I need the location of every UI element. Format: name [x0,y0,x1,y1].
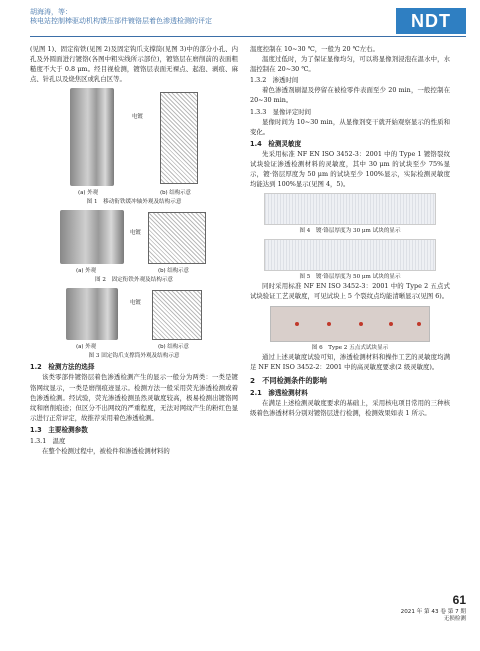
header-authors: 胡海涛，等： [30,8,72,16]
section-1-3-2-title: 1.3.2 渗透时间 [250,76,299,85]
type2-paragraph: 同时采用标准 NF EN ISO 3452-3：2001 中的 Type 2 五点式试块验证工艺灵敏度，可见试块上 5 个裂纹点均能清晰显示(见图 6)。 [250,282,450,301]
right-column [250,44,450,418]
journal-name: 无损检测 [443,616,466,622]
figure-1b-drawing [160,92,198,184]
figure-2b-drawing [148,212,206,264]
crack-indication [295,322,299,326]
journal-logo: NDT [396,8,466,34]
section-2-1-title: 2.1 渗透检测材料 [250,388,308,397]
section-2-title: 2 不同检测条件的影响 [250,375,327,385]
figure-4-image [264,193,436,225]
figure-2a-label: (a) 外观 [76,268,97,275]
figure-1a-label: (a) 外观 [78,190,99,197]
journal-issue: 2021 年 第 43 卷 第 7 期 [400,609,466,615]
section-1-3-2-text: 着色渗透剂刷湿及停留在被检零件表面至少 20 min，一般控制在 20~30 min。 [250,86,450,105]
figure-6-caption: 图 6 Type 2 五点式试块显示 [311,344,389,351]
low-temperature-paragraph: 温度过低时，为了保证显像均匀，可以将显像剂浸泡在温水中，水温控制在 20~30 ℃。 [250,55,450,74]
section-1-2-title: 1.2 检测方法的选择 [30,363,95,372]
figure-3 [30,288,238,350]
figure-5-caption: 图 5 镀·铬层厚度为 50 μm 试块的显示 [299,274,401,281]
figure-2 [30,210,238,274]
journal-footer [401,609,466,623]
figure-1 [30,88,238,196]
figure-4-caption: 图 4 镀·铬层厚度为 30 μm 试块的显示 [299,228,401,235]
figure-5-image [264,239,436,271]
section-1-4-text: 先采用标准 NF EN ISO 3452-3：2001 中的 Type 1 镀铬裂纹试块验证渗透检测材料的灵敏度，其中 30 μm 的试块至少 75%显示，镀·铬层厚度为 50 μm 的试块至少 100%显示，实际检测灵敏度均能达到 100%显示(见图 4，5)。 [250,149,450,189]
figure-6-image [270,306,430,342]
figure-3-caption: 图 3 固定钩爪支撑筒外观及结构示意 [88,353,180,360]
section-1-3-1-title: 1.3.1 温度 [30,437,66,446]
section-2-1-text: 在满足上述检测灵敏度要求的基础上，采用核电项目常用的三种核级着色渗透材料分别对镀铬层进行检测，检测效果如表 1 所示。 [250,398,450,417]
crack-indication [389,322,393,326]
crack-indication [359,322,363,326]
figure-3a-photo [66,288,118,340]
figure-1-callout: 电镀 [132,114,143,121]
figure-3a-label: (a) 外观 [76,344,97,351]
header-rule [30,36,466,37]
figure-1a-photo [70,88,114,186]
intro-paragraph: (见图 1)、固定衔铁(见图 2)及固定钩爪支撑筒(见图 3)中的部分小孔、内孔及外圆面进行镀铬(各图中粗实线所示部位)，镀铬层在磨削前的表面粗糙度不大于 0.8 μm。经目视检测，镀铬层表面无裸点、起泡、剥痕、麻点、针孔以及烧焦区或乳白区等。 [30,45,238,84]
section-1-3-title: 1.3 主要检测参数 [30,425,88,434]
temperature-paragraph: 温度控制在 10~30 ℃，一般为 20 ℃左右。 [250,45,379,53]
figure-2b-label: (b) 结构示意 [158,268,189,275]
left-column [30,44,238,456]
crack-indication [327,322,331,326]
section-1-4-title: 1.4 检测灵敏度 [250,139,302,148]
section-1-2-text: 该类零部件镀铬层着色渗透检测产生的显示一般分为两类：一类是镀铬网纹显示，一类是磨削痕迹显示。检测方法一般采用荧光渗透检测或着色渗透检测。经试验，荧光渗透检测虽然灵敏度较高，极易检测出镀铬网纹和磨削痕迹；但区分不出网纹的严重程度，无法对网纹产生的粉红色显示进行正常评定，故推荐采用着色渗透检测。 [30,373,238,422]
section-1-3-3-title: 1.3.3 显像评定时间 [250,107,311,116]
section-1-3-3-text: 显像时间为 10~30 min，从显像剂变干就开始观察显示的性质和变化。 [250,117,450,136]
running-header [30,8,212,26]
crack-indication [417,322,421,326]
figure-2-caption: 图 2 固定衔铁外观及结构示意 [94,277,174,284]
figure-3b-label: (b) 结构示意 [158,344,189,351]
figure-3b-drawing [152,290,202,340]
figure-2-callout: 电镀 [130,230,141,237]
figure-2a-photo [60,210,124,264]
header-title: 核电站控制棒驱动机构馈压部件镀铬层着色渗透检测的评定 [30,17,212,25]
conformance-paragraph: 通过上述灵敏度试验可知，渗透检测材料和操作工艺的灵敏度均满足 NF EN ISO 3452-2：2001 中的高灵敏度要求(2 级灵敏度)。 [250,352,450,371]
section-1-3-1-text: 在整个检测过程中，被检件和渗透检测材料的 [42,447,170,456]
figure-1b-label: (b) 结构示意 [160,190,191,197]
figure-3-callout: 电镀 [130,300,141,307]
page-number: 61 [452,593,466,607]
figure-1-caption: 图 1 移动衔铁缓冲轴外观及结构示意 [86,199,182,206]
